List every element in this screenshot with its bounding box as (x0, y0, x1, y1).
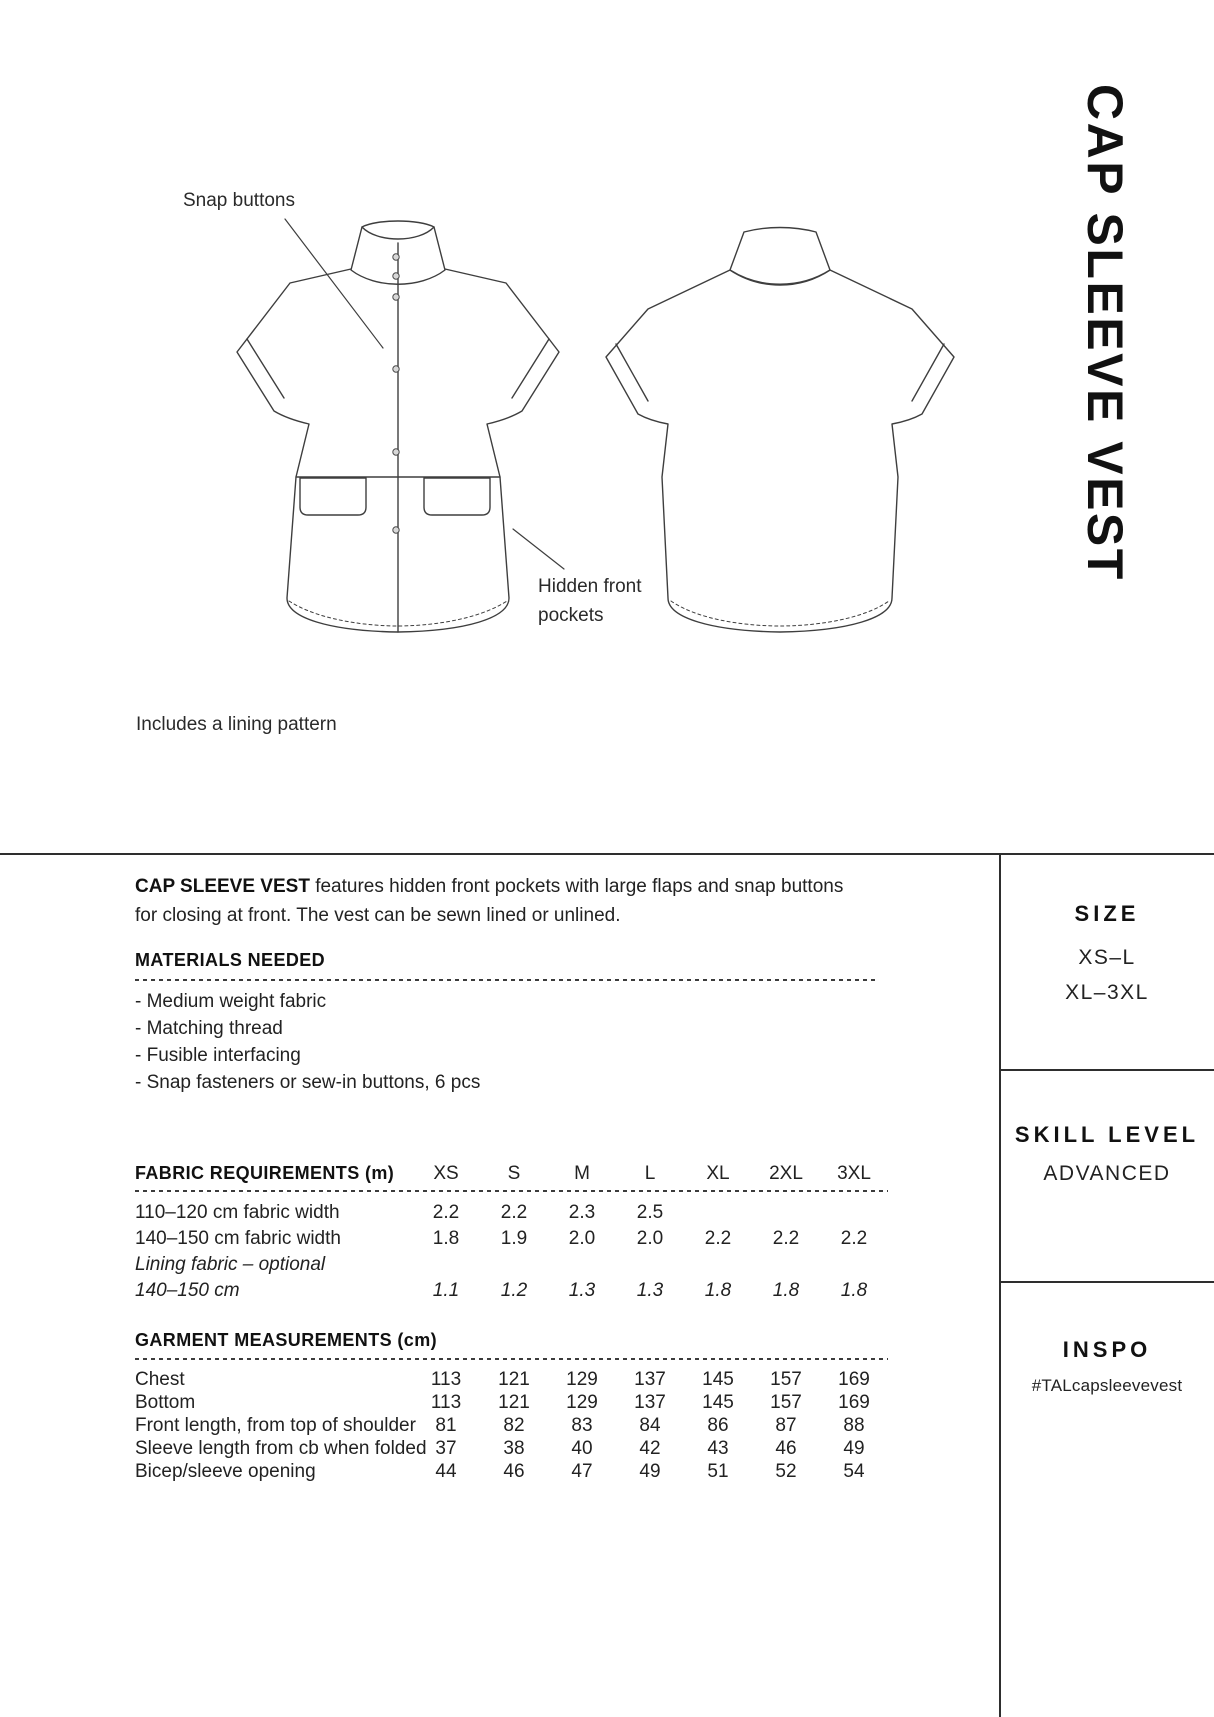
table-cell: 1.1 (432, 1280, 460, 1301)
table-cell: 49 (843, 1438, 865, 1459)
front-view-drawing (237, 221, 559, 632)
hidden-pockets-label-line2: pockets (538, 605, 604, 626)
table-cell: 145 (702, 1392, 734, 1413)
table-cell: 157 (770, 1369, 802, 1390)
size-column-header: 3XL (837, 1163, 871, 1184)
inspo-heading: INSPO (1062, 1337, 1152, 1362)
table-cell: 121 (498, 1369, 530, 1390)
table-cell: 157 (770, 1392, 802, 1413)
fabric-requirements-divider (135, 1190, 888, 1192)
table-cell: 1.2 (500, 1280, 528, 1301)
description-line1 (135, 872, 915, 901)
table-cell: 2.3 (568, 1202, 596, 1223)
row-label: Chest (135, 1369, 185, 1390)
table-cell: 1.8 (432, 1228, 460, 1249)
table-cell: 46 (503, 1461, 525, 1482)
size-column-header: XS (433, 1163, 459, 1184)
row-label: 140–150 cm (135, 1280, 240, 1301)
table-cell: 137 (634, 1369, 666, 1390)
hidden-pockets-label (538, 572, 642, 630)
inspo-hashtag: #TALcapsleevevest (1031, 1376, 1183, 1395)
table-cell: 88 (843, 1415, 865, 1436)
materials-heading: MATERIALS NEEDED (135, 950, 326, 970)
row-label: Sleeve length from cb when folded (135, 1438, 427, 1459)
row-label: 140–150 cm fabric width (135, 1228, 341, 1249)
row-label: Bottom (135, 1392, 196, 1413)
lining-note: Includes a lining pattern (136, 714, 337, 735)
table-cell: 1.8 (772, 1280, 800, 1301)
description (135, 872, 915, 930)
table-row (135, 1460, 888, 1483)
size-column-header: L (644, 1163, 656, 1184)
table-cell: 145 (702, 1369, 734, 1390)
garment-measurements-heading: GARMENT MEASUREMENTS (cm) (135, 1330, 438, 1350)
table-cell: 2.5 (636, 1202, 664, 1223)
table-row (135, 1391, 888, 1414)
table-cell: 2.2 (432, 1202, 460, 1223)
table-cell: 1.3 (568, 1280, 596, 1301)
table-cell: 121 (498, 1392, 530, 1413)
materials-divider (135, 979, 878, 981)
table-cell: 82 (503, 1415, 525, 1436)
materials-item: - Medium weight fabric (135, 991, 327, 1012)
table-cell: 113 (430, 1369, 462, 1390)
sidebar-divider (1000, 1069, 1214, 1071)
row-label: Bicep/sleeve opening (135, 1461, 316, 1482)
skill-level-value: ADVANCED (1043, 1162, 1171, 1185)
table-cell: 54 (843, 1461, 865, 1482)
table-row (135, 1226, 888, 1252)
back-view-drawing (606, 228, 954, 633)
size-column-header: S (507, 1163, 521, 1184)
materials-item: - Fusible interfacing (135, 1045, 301, 1066)
hidden-pockets-leader-line (513, 529, 564, 569)
table-cell: 1.9 (500, 1228, 528, 1249)
table-cell: 44 (435, 1461, 457, 1482)
table-cell: 51 (707, 1461, 729, 1482)
table-cell: 46 (775, 1438, 797, 1459)
size-column-header: XL (706, 1163, 730, 1184)
table-cell: 37 (435, 1438, 457, 1459)
table-cell: 38 (503, 1438, 525, 1459)
fabric-requirements-section (135, 1158, 888, 1304)
table-cell: 137 (634, 1392, 666, 1413)
table-cell: 84 (639, 1415, 661, 1436)
table-cell: 1.8 (840, 1280, 868, 1301)
hidden-pockets-label-line1: Hidden front (538, 576, 642, 597)
table-cell: 2.0 (636, 1228, 664, 1249)
table-cell: 47 (571, 1461, 593, 1482)
size-column-header: 2XL (769, 1163, 803, 1184)
table-cell: 86 (707, 1415, 729, 1436)
table-cell: 40 (571, 1438, 593, 1459)
table-cell: 113 (430, 1392, 462, 1413)
table-cell: 42 (639, 1438, 661, 1459)
table-cell: 2.2 (840, 1228, 868, 1249)
table-cell: 169 (838, 1392, 870, 1413)
materials-item: - Matching thread (135, 1018, 283, 1039)
skill-level-heading: SKILL LEVEL (1014, 1122, 1200, 1147)
table-cell: 43 (707, 1438, 729, 1459)
description-line2: for closing at front. The vest can be sewn lined or unlined. (135, 905, 621, 926)
table-cell: 52 (775, 1461, 797, 1482)
table-cell: 1.8 (704, 1280, 732, 1301)
garment-measurements-divider (135, 1358, 888, 1360)
size-range-1: XS–L (1078, 946, 1136, 969)
table-cell: 2.2 (772, 1228, 800, 1249)
table-cell: 83 (571, 1415, 593, 1436)
size-column-header: M (574, 1163, 590, 1184)
table-row (135, 1368, 888, 1391)
materials-item: - Snap fasteners or sew-in buttons, 6 pcs (135, 1072, 481, 1093)
row-label: Front length, from top of shoulder (135, 1415, 416, 1436)
table-row (135, 1200, 888, 1226)
description-line1-rest: features hidden front pockets with large flaps and snap buttons (309, 876, 844, 897)
table-cell: 87 (775, 1415, 797, 1436)
table-cell: 2.2 (500, 1202, 528, 1223)
page-title-vertical: CAP SLEEVE VEST (1077, 84, 1133, 582)
table-cell: 1.3 (636, 1280, 664, 1301)
row-label: Lining fabric – optional (135, 1254, 326, 1275)
size-range-2: XL–3XL (1065, 981, 1149, 1004)
table-cell: 2.0 (568, 1228, 596, 1249)
size-heading: SIZE (1074, 901, 1140, 926)
snap-buttons-label: Snap buttons (183, 190, 295, 211)
table-cell: 129 (566, 1392, 598, 1413)
description-bold-lead: CAP SLEEVE VEST (135, 876, 310, 897)
fabric-requirements-heading: FABRIC REQUIREMENTS (m) (135, 1163, 395, 1183)
table-cell: 2.2 (704, 1228, 732, 1249)
row-label: 110–120 cm fabric width (135, 1202, 340, 1223)
materials-list (135, 988, 878, 1096)
sidebar (1000, 854, 1214, 1717)
table-cell: 81 (435, 1415, 457, 1436)
table-cell: 169 (838, 1369, 870, 1390)
table-row (135, 1437, 888, 1460)
table-row (135, 1252, 888, 1278)
table-row (135, 1414, 888, 1437)
garment-measurements-section (135, 1327, 888, 1483)
materials-section (135, 947, 878, 1096)
sidebar-divider (1000, 1281, 1214, 1283)
fabric-requirements-header-row (135, 1158, 888, 1188)
table-row (135, 1278, 888, 1304)
table-cell: 129 (566, 1369, 598, 1390)
table-cell: 49 (639, 1461, 661, 1482)
